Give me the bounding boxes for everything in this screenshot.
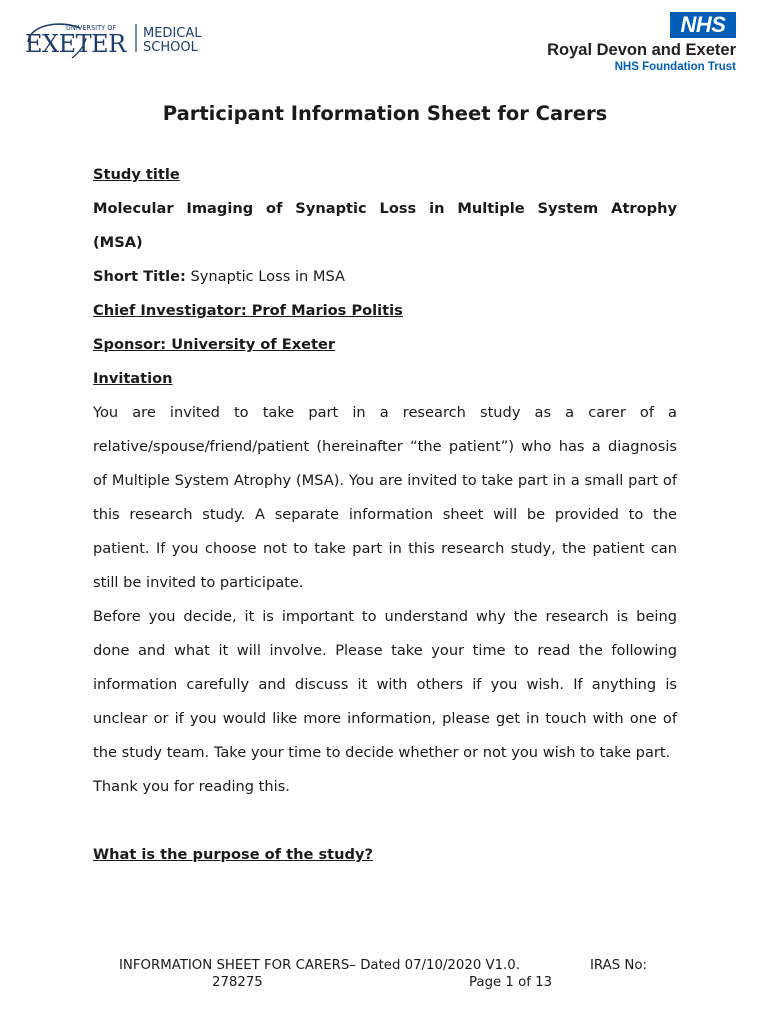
study-title-line-1: Molecular Imaging of Synaptic Loss in Multiple System Atrophy <box>93 200 677 217</box>
short-title-label: Short Title: <box>93 268 186 285</box>
nhs-badge: NHS <box>670 12 736 38</box>
nhs-trust-name: Royal Devon and Exeter <box>547 41 736 59</box>
logo-medical-text: MEDICAL <box>143 26 202 41</box>
footer-iras-number: 278275 <box>212 975 263 990</box>
invitation-paragraph-2: Before you decide, it is important to understand why the research is being done and what it will involve. Please take your time to read the following information carefully and discuss it with others if you wish. If anything is unclear or if you would like more information, please get in touch with one of the study team. Take your time to decide whether or not you wish to take part. <box>93 608 677 761</box>
paragraph-spacer <box>93 804 677 838</box>
document-body <box>93 158 677 872</box>
thank-you-text: Thank you for reading this. <box>93 778 290 795</box>
document-title: Participant Information Sheet for Carers <box>162 102 608 125</box>
short-title <box>93 260 677 294</box>
invitation-heading: Invitation <box>93 370 173 387</box>
footer-iras-label: IRAS No: <box>590 958 647 973</box>
short-title-value: Synaptic Loss in MSA <box>185 268 345 285</box>
study-title-line-2: (MSA) <box>93 234 143 251</box>
logo-university-of-text: UNIVERSITY OF <box>66 24 117 32</box>
footer-page-number: Page 1 of 13 <box>469 975 553 990</box>
nhs-trust-subtitle: NHS Foundation Trust <box>614 61 736 73</box>
university-of-exeter-medical-school-logo <box>22 18 222 66</box>
purpose-heading: What is the purpose of the study? <box>93 846 373 863</box>
invitation-paragraph-1: You are invited to take part in a research study as a carer of a relative/spouse/friend/patient (hereinafter “the patient”) who has a diagnosis of Multiple System Atrophy (MSA). You are invited to take part in a small part of this research study. A separate information sheet will be provided to the patient. If you choose not to take part in this research study, the patient can still be invited to participate. <box>93 404 677 591</box>
logo-exeter-text: EXETER <box>25 30 126 58</box>
chief-investigator: Chief Investigator: Prof Marios Politis <box>93 302 403 319</box>
study-title-heading: Study title <box>93 166 180 183</box>
sponsor: Sponsor: University of Exeter <box>93 336 336 353</box>
logo-school-text: SCHOOL <box>143 40 198 55</box>
nhs-trust-logo <box>526 12 736 76</box>
footer-document-info: INFORMATION SHEET FOR CARERS– Dated 07/10/2020 V1.0. <box>119 958 520 973</box>
